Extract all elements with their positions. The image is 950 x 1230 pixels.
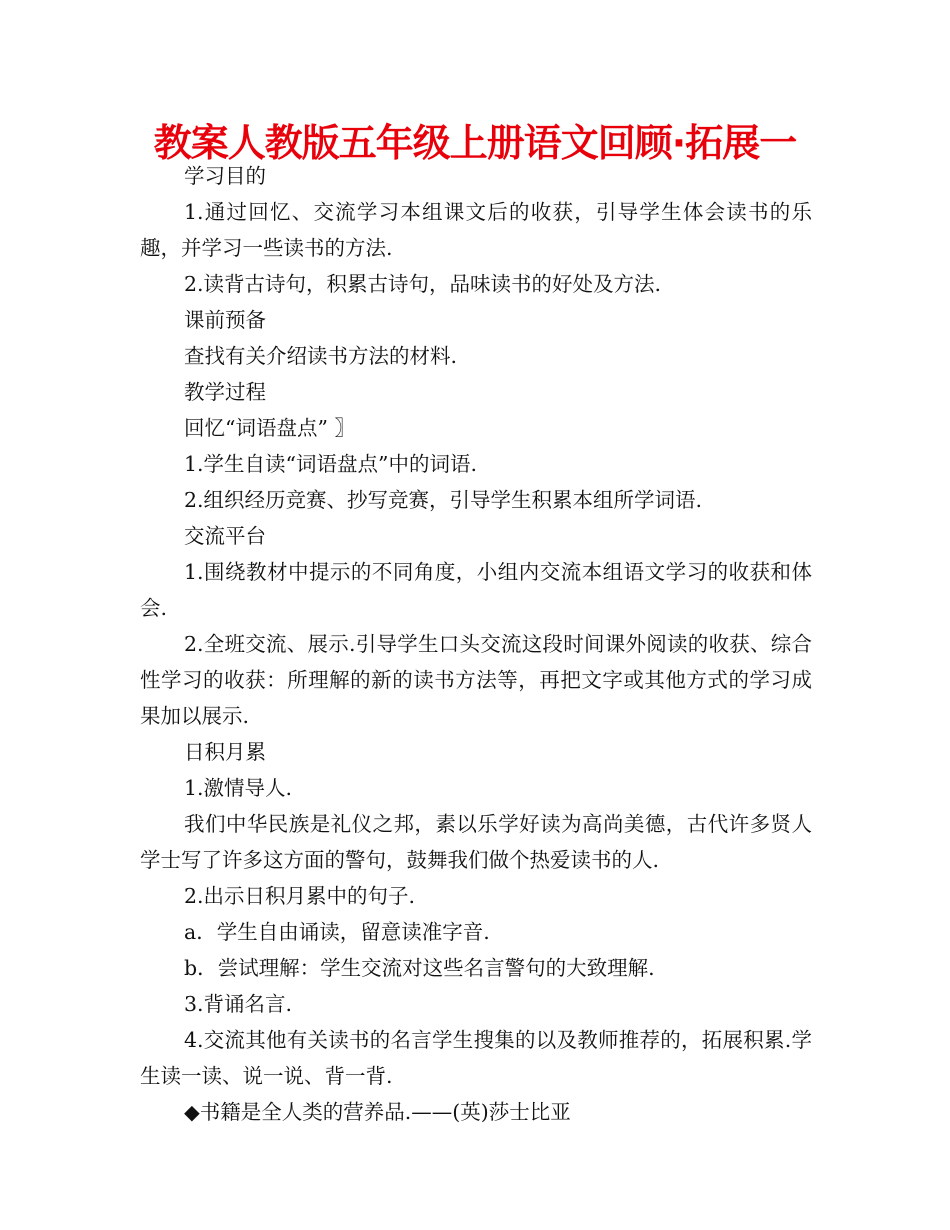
paragraph-10: 交流平台 xyxy=(184,524,266,548)
paragraph-6: 教学过程 xyxy=(184,380,266,404)
paragraph-8: 1.学生自读“词语盘点”中的词语. xyxy=(184,452,478,476)
paragraph-1: 学习目的 xyxy=(184,164,266,188)
document-title: 教案人教版五年级上册语文回顾·拓展一 xyxy=(153,121,797,165)
paragraph-3: 2.读背古诗句，积累古诗句，品味读书的好处及方法. xyxy=(184,272,662,296)
paragraph-5: 查找有关介绍读书方法的材料. xyxy=(184,344,458,368)
paragraph-12: 2.全班交流、展示.引导学生口头交流这段时间课外阅读的收获、综合性学习的收获：所理解的新的读书方法等，再把文字或其他方式的学习成果加以展示. xyxy=(140,632,812,728)
paragraph-20: 4.交流其他有关读书的名言学生搜集的以及教师推荐的，拓展积累.学生读一读、说一说、背一背. xyxy=(140,1028,812,1088)
paragraph-2: 1.通过回忆、交流学习本组课文后的收获，引导学生体会读书的乐趣，并学习一些读书的方法. xyxy=(140,200,812,260)
paragraph-9: 2.组织经历竞赛、抄写竞赛，引导学生积累本组所学词语. xyxy=(184,488,703,512)
paragraph-11: 1.围绕教材中提示的不同角度，小组内交流本组语文学习的收获和体会. xyxy=(140,560,812,620)
paragraph-18: b．尝试理解：学生交流对这些名言警句的大致理解. xyxy=(184,956,655,980)
paragraph-14: 1.激情导人. xyxy=(184,776,293,800)
paragraph-13: 日积月累 xyxy=(184,740,266,764)
paragraph-16: 2.出示日积月累中的句子. xyxy=(184,884,416,908)
paragraph-4: 课前预备 xyxy=(184,308,266,332)
paragraph-7: 回忆“词语盘点” 〗 xyxy=(184,416,355,440)
paragraph-17: a．学生自由诵读，留意读准字音. xyxy=(184,920,490,944)
paragraph-21: ◆书籍是全人类的营养品.——(英)莎士比亚 xyxy=(184,1100,571,1124)
document-body xyxy=(140,158,812,1130)
paragraph-15: 我们中华民族是礼仪之邦，素以乐学好读为高尚美德，古代许多贤人学士写了许多这方面的警句，鼓舞我们做个热爱读书的人. xyxy=(140,812,812,872)
paragraph-19: 3.背诵名言. xyxy=(184,992,293,1016)
